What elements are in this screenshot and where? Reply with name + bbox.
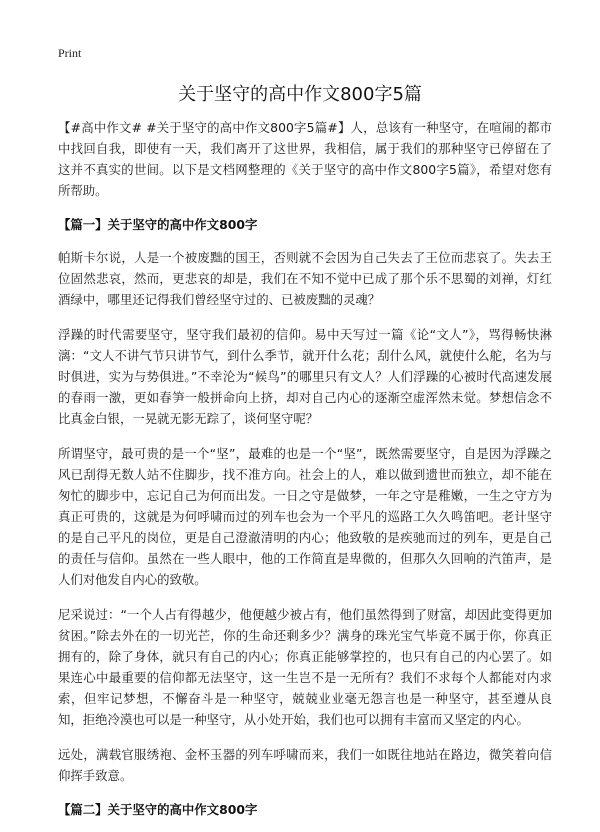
section-1-paragraph-2: 浮躁的时代需要坚守，坚守我们最初的信仰。易中天写过一篇《论“文人”》，骂得畅快淋漓：“文人不讲气节只讲节气，到什么季节，就开什么花；刮什么风，就使什么舵，名为与时俱进，实为与势俱进。”不幸沦为“候鸟”的哪里只有文人？人们浮躁的心被时代高速发展的春雨一激，更如春笋一般拼命向上挤，却对自己内心的逐渐空虚浑然未觉。梦想信念不比真金白银，一晃就无影无踪了，谈何坚守呢？ bbox=[58, 327, 552, 426]
section-1-paragraph-4: 尼采说过：“一个人占有得越少，他便越少被占有，他们虽然得到了财富，却因此变得更加贫困。”除去外在的一切光芒，你的生命还剩多少？满身的珠光宝气毕竟不属于你，你真正拥有的，除了身体，就只有自己的内心；你真正能够掌控的，也只有自己的内心罢了。如果连心中最重要的信仰都无法坚守，这一生岂不是一无所有？我们不求每个人都能对内求索，但牢记梦想，不懈奋斗是一种坚守，兢兢业业毫无怨言也是一种坚守，甚至遵从良知，拒绝冷漠也可以是一种坚守，从小处开始，我们也可以拥有丰富而又坚定的内心。 bbox=[58, 607, 552, 727]
section-1 bbox=[58, 215, 552, 786]
section-1-paragraph-5: 远处，满载官服绣袍、金杯玉器的列车呼啸而来，我们一如既往地站在路边，微笑着向信仰挥手致意。 bbox=[58, 747, 552, 783]
section-1-paragraph-1: 帕斯卡尔说，人是一个被废黜的国王，否则就不会因为自己失去了王位而悲哀了。失去王位固然悲哀，然而，更悲哀的却是，我们在不知不觉中已成了那个乐不思蜀的刘禅，灯红酒绿中，哪里还记得我们曾经坚守过的、已被废黜的灵魂？ bbox=[58, 250, 552, 307]
page-title: 关于坚守的高中作文800字5篇 bbox=[178, 84, 422, 105]
section-heading: 【篇一】关于坚守的高中作文800字 bbox=[58, 217, 258, 232]
section-1-paragraph-3: 所谓坚守，最可贵的是一个“坚”，最难的也是一个“坚”，既然需要坚守，自是因为浮躁之风已刮得无数人站不住脚步，找不准方向。社会上的人，难以做到遗世而独立，却不能在匆忙的脚步中，忘记自己为何而出发。一日之守是做梦，一年之守是稚嫩，一生之守方为真正可贵的，这就是为何呼啸而过的列车也会为一个平凡的巡路工久久鸣笛吧。老计坚守的是自己平凡的岗位，更是自己澄澈清明的内心；他致敬的是疾驰而过的列车，更是自己的责任与信仰。虽然在一些人眼中，他的工作简直是卑微的，但那久久回响的汽笛声，是人们对他发自内心的致敬。 bbox=[58, 446, 552, 587]
section-heading: 【篇二】关于坚守的高中作文800字 bbox=[58, 802, 258, 817]
intro-paragraph: 【#高中作文# #关于坚守的高中作文800字5篇#】人，总该有一种坚守，在喧闹的都市中找回自我，即使有一天，我们离开了这世界，我相信，属于我们的那种坚守已停留在了这并不真实的世间。以下是文档网整理的《关于坚守的高中作文800字5篇》，希望对您有所帮助。 bbox=[58, 120, 552, 198]
section-2 bbox=[58, 800, 552, 820]
print-link[interactable]: Print bbox=[58, 46, 82, 60]
article-body bbox=[58, 117, 552, 832]
